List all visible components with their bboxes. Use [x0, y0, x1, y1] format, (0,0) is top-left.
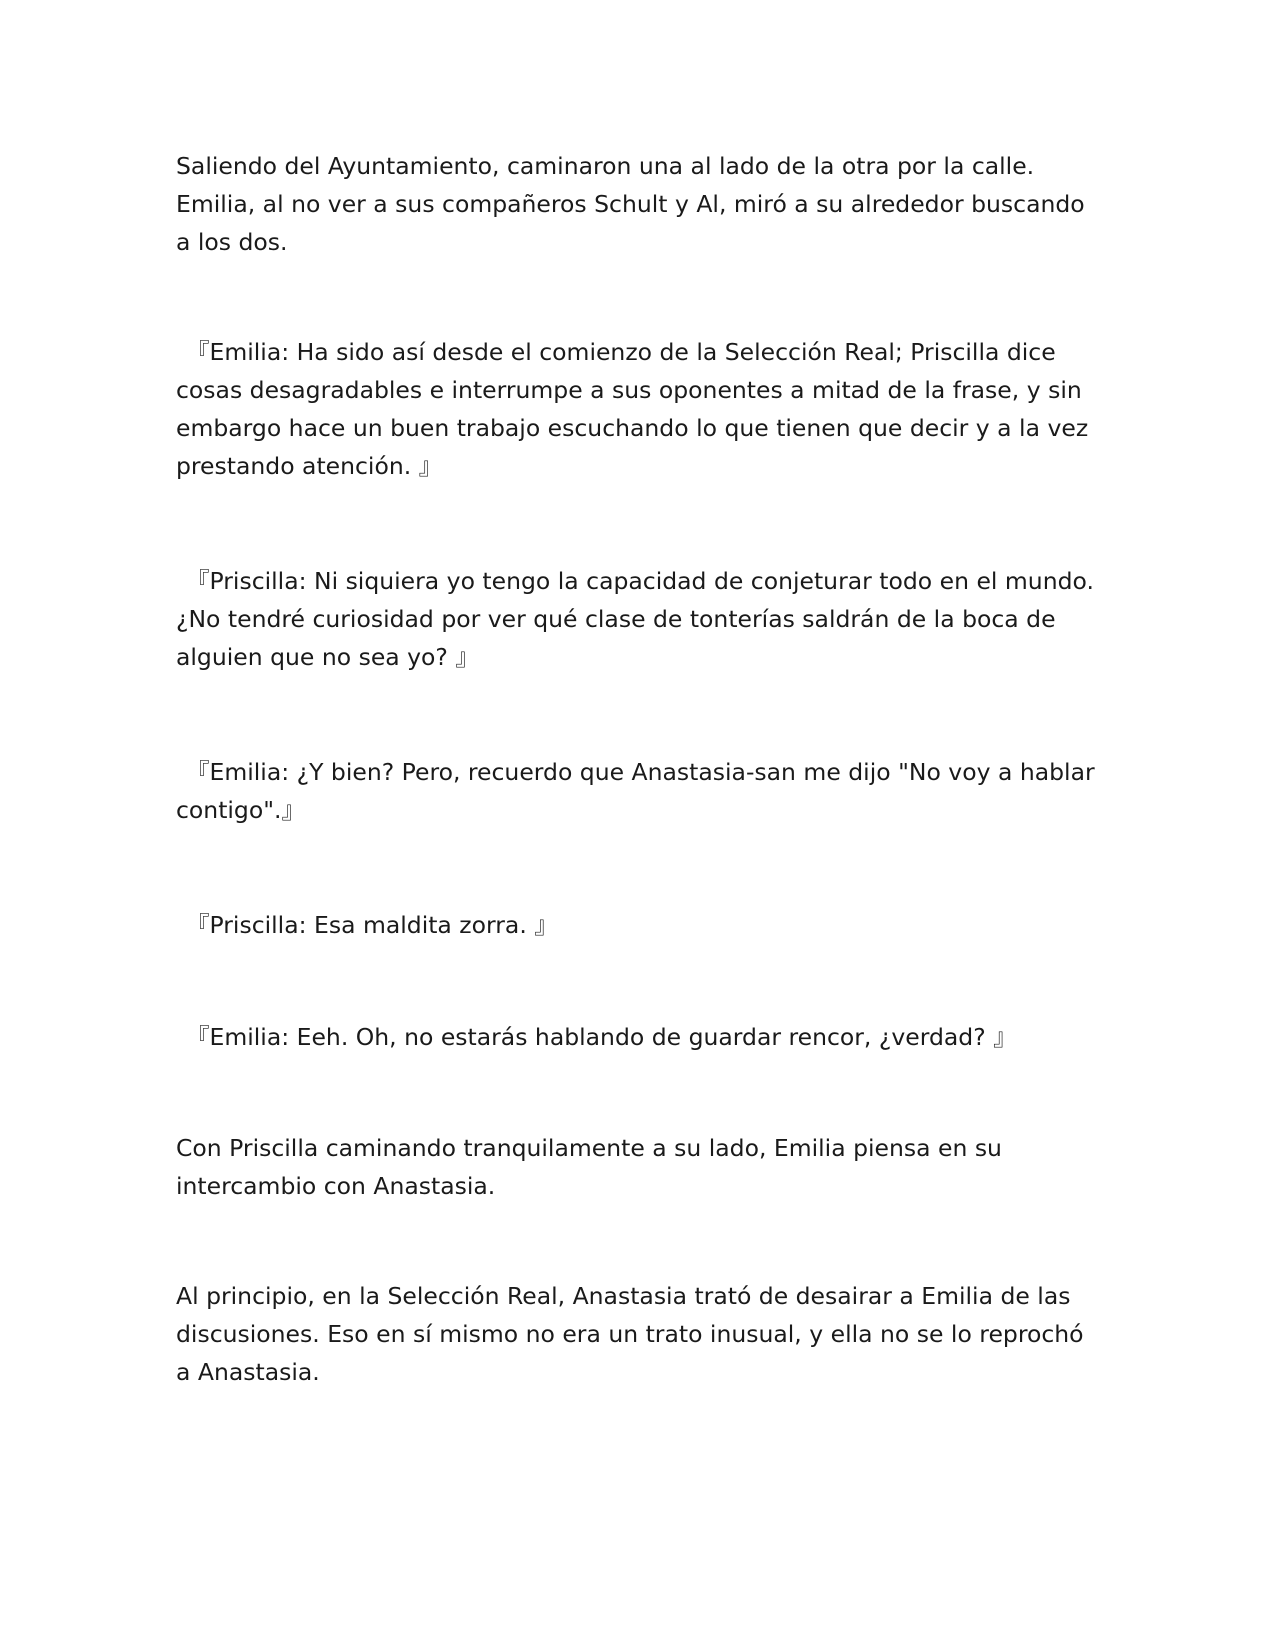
narration-paragraph: Con Priscilla caminando tranquilamente a su lado, Emilia piensa en su intercambio con Anastasia.: [176, 1134, 1002, 1200]
dialogue-emilia: 『Emilia: ¿Y bien? Pero, recuerdo que Anastasia-san me dijo "No voy a hablar contigo".』: [176, 758, 1095, 824]
narration-paragraph: Saliendo del Ayuntamiento, caminaron una al lado de la otra por la calle. Emilia, al no ver a sus compañeros Schult y Al, miró a su alrededor buscando a los dos.: [176, 152, 1085, 256]
dialogue-priscilla: 『Priscilla: Esa maldita zorra. 』: [186, 911, 558, 939]
dialogue-emilia: 『Emilia: Eeh. Oh, no estarás hablando de guardar rencor, ¿verdad? 』: [186, 1023, 1017, 1051]
dialogue-priscilla: 『Priscilla: Ni siquiera yo tengo la capacidad de conjeturar todo en el mundo. ¿No tendré curiosidad por ver qué clase de tonterías saldrán de la boca de alguien que no sea yo? 』: [176, 567, 1094, 671]
dialogue-emilia: 『Emilia: Ha sido así desde el comienzo de la Selección Real; Priscilla dice cosas desagradables e interrumpe a sus oponentes a mitad de la frase, y sin embargo hace un buen trabajo escuchando lo que tienen que decir y a la vez prestando atención. 』: [176, 338, 1089, 480]
narration-paragraph: Al principio, en la Selección Real, Anastasia trató de desairar a Emilia de las discusiones. Eso en sí mismo no era un trato inusual, y ella no se lo reprochó a Anastasia.: [176, 1282, 1084, 1386]
